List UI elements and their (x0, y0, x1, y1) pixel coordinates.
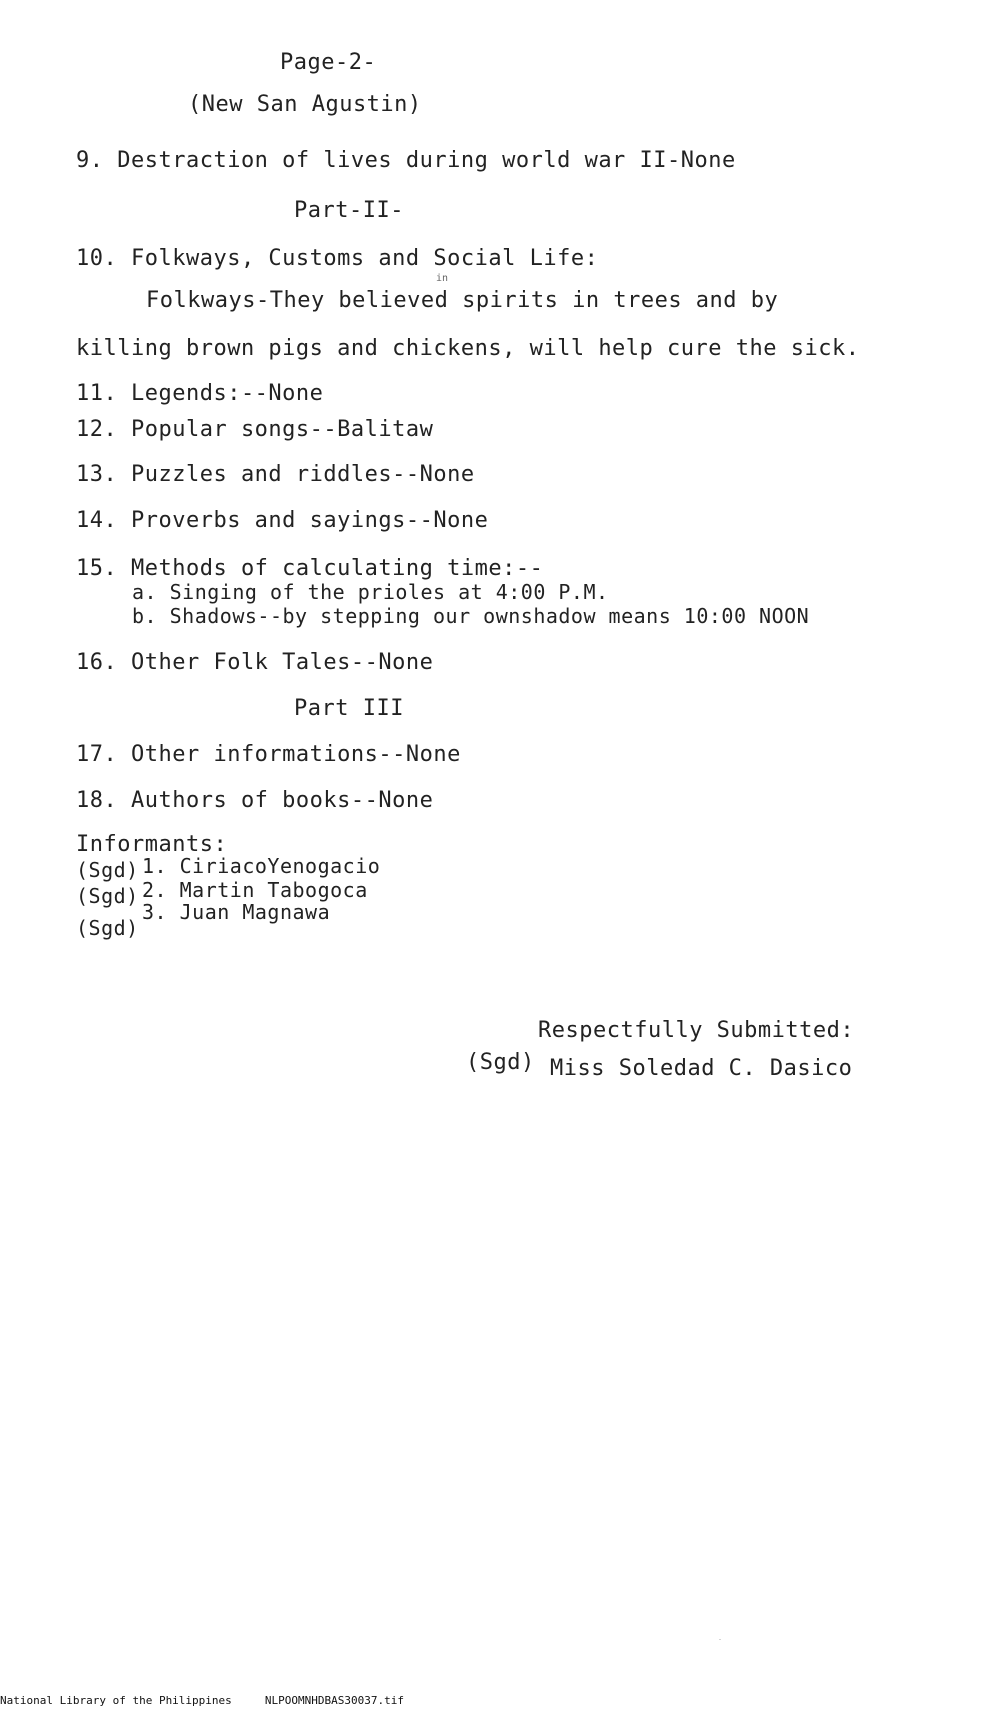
item-11: 11. Legends:--None (76, 381, 324, 406)
informant-name-1: 1. CiriacoYenogacio (142, 854, 381, 878)
page-label: Page-2- (280, 50, 377, 75)
informant-sgd-3: (Sgd) (76, 916, 139, 940)
informants-heading: Informants: (76, 832, 228, 857)
item-15: 15. Methods of calculating time:-- (76, 556, 544, 581)
item-9: 9. Destraction of lives during world war II-None (76, 148, 736, 173)
informant-sgd-2: (Sgd) (76, 884, 139, 908)
item-10-body-2: killing brown pigs and chickens, will help cure the sick. (76, 336, 860, 361)
item-12: 12. Popular songs--Balitaw (76, 417, 434, 442)
signature-sgd: (Sgd) (466, 1050, 535, 1075)
location-heading: (New San Agustin) (188, 92, 422, 117)
item-15a: a. Singing of the prioles at 4:00 P.M. (132, 580, 609, 604)
item-14: 14. Proverbs and sayings--None (76, 508, 489, 533)
item-16: 16. Other Folk Tales--None (76, 650, 434, 675)
item-15b: b. Shadows--by stepping our ownshadow means 10:00 NOON (132, 604, 810, 628)
item-13: 13. Puzzles and riddles--None (76, 462, 475, 487)
insertion-mark: in (436, 273, 449, 284)
informant-name-2: 2. Martin Tabogoca (142, 878, 368, 902)
informant-sgd-1: (Sgd) (76, 858, 139, 882)
part-3-heading: Part III (294, 696, 404, 721)
archive-footer: National Library of the Philippines NLPOOMNHDBAS30037.tif (0, 1694, 404, 1707)
part-2-heading: Part-II- (294, 198, 404, 223)
item-18: 18. Authors of books--None (76, 788, 434, 813)
closing-line: Respectfully Submitted: (538, 1018, 855, 1043)
scan-noise (0, 1380, 1002, 1640)
item-10: 10. Folkways, Customs and Social Life: (76, 246, 599, 271)
informant-name-3: 3. Juan Magnawa (142, 900, 331, 924)
item-17: 17. Other informations--None (76, 742, 461, 767)
signature-name: Miss Soledad C. Dasico (550, 1056, 853, 1081)
item-10-body-1: Folkways-They believed spirits in trees and by (146, 288, 779, 313)
